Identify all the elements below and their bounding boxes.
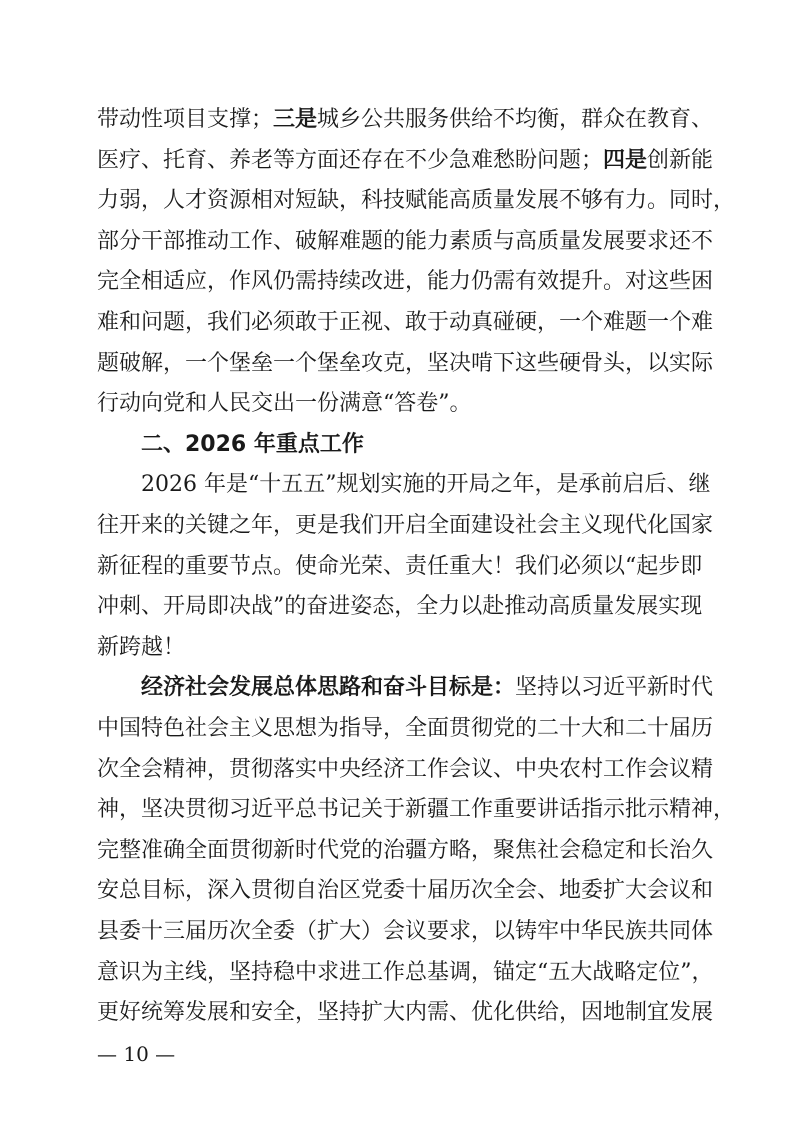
paragraph-line: 行动向党和人民交出一份满意“答卷”。 <box>97 391 472 417</box>
line-text: 坚持以习近平新时代 <box>515 675 714 701</box>
line-text: 医疗、托育、养老等方面还存在不少急难愁盼问题； <box>97 147 604 173</box>
bold-lead: 四是 <box>603 147 648 173</box>
paragraph-line: 完全相适应，作风仍需持续改进，能力仍需有效提升。对这些困 <box>97 269 714 295</box>
paragraph-line: 部分干部推动工作、破解难题的能力素质与高质量发展要求还不 <box>97 228 714 254</box>
paragraph-line: 更好统筹发展和安全，坚持扩大内需、优化供给，因地制宜发展 <box>97 1000 714 1026</box>
paragraph-line: 冲刺、开局即决战”的奋进姿态，全力以赴推动高质量发展实现 <box>97 594 703 620</box>
bold-lead: 经济社会发展总体思路和奋斗目标是： <box>141 675 516 701</box>
line-text: 创新能 <box>647 147 714 173</box>
paragraph-line: 意识为主线，坚持稳中求进工作总基调，锚定“五大战略定位”， <box>97 959 714 985</box>
paragraph-line: 神，坚决贯彻习近平总书记关于新疆工作重要讲话指示批示精神， <box>97 797 736 823</box>
paragraph-line <box>97 100 714 141</box>
paragraph-line: 新跨越！ <box>97 634 186 660</box>
paragraph-line: 新征程的重要节点。使命光荣、责任重大！我们必须以“起步即 <box>97 553 703 579</box>
paragraph-line <box>97 141 714 182</box>
paragraph-line <box>141 668 714 709</box>
paragraph-line: 县委十三届历次全委（扩大）会议要求，以铸牢中华民族共同体 <box>97 919 714 944</box>
paragraph-line: 完整准确全面贯彻新时代党的治疆方略，聚焦社会稳定和长治久 <box>97 837 714 863</box>
paragraph-line: 力弱，人才资源相对短缺，科技赋能高质量发展不够有力。同时， <box>97 188 736 214</box>
paragraph-line: 中国特色社会主义思想为指导，全面贯彻党的二十大和二十届历 <box>97 716 714 741</box>
section-heading: 二、2026 年重点工作 <box>141 431 364 457</box>
paragraph-line: 安总目标，深入贯彻自治区党委十届历次全会、地委扩大会议和 <box>97 878 714 904</box>
paragraph-line: 2026 年是“十五五”规划实施的开局之年，是承前启后、继 <box>141 472 711 498</box>
line-text: 带动性项目支撑； <box>97 107 274 132</box>
page-number: — 10 — <box>97 1042 176 1066</box>
paragraph-line: 往开来的关键之年，更是我们开启全面建设社会主义现代化国家 <box>97 513 714 538</box>
bold-lead: 三是 <box>273 107 318 132</box>
paragraph-line: 题破解，一个堡垒一个堡垒攻克，坚决啃下这些硬骨头，以实际 <box>97 350 714 376</box>
paragraph-line: 难和问题，我们必须敢于正视、敢于动真碰硬，一个难题一个难 <box>97 310 714 335</box>
line-text: 城乡公共服务供给不均衡，群众在教育、 <box>317 107 714 132</box>
paragraph-line: 次全会精神，贯彻落实中央经济工作会议、中央农村工作会议精 <box>97 756 714 782</box>
